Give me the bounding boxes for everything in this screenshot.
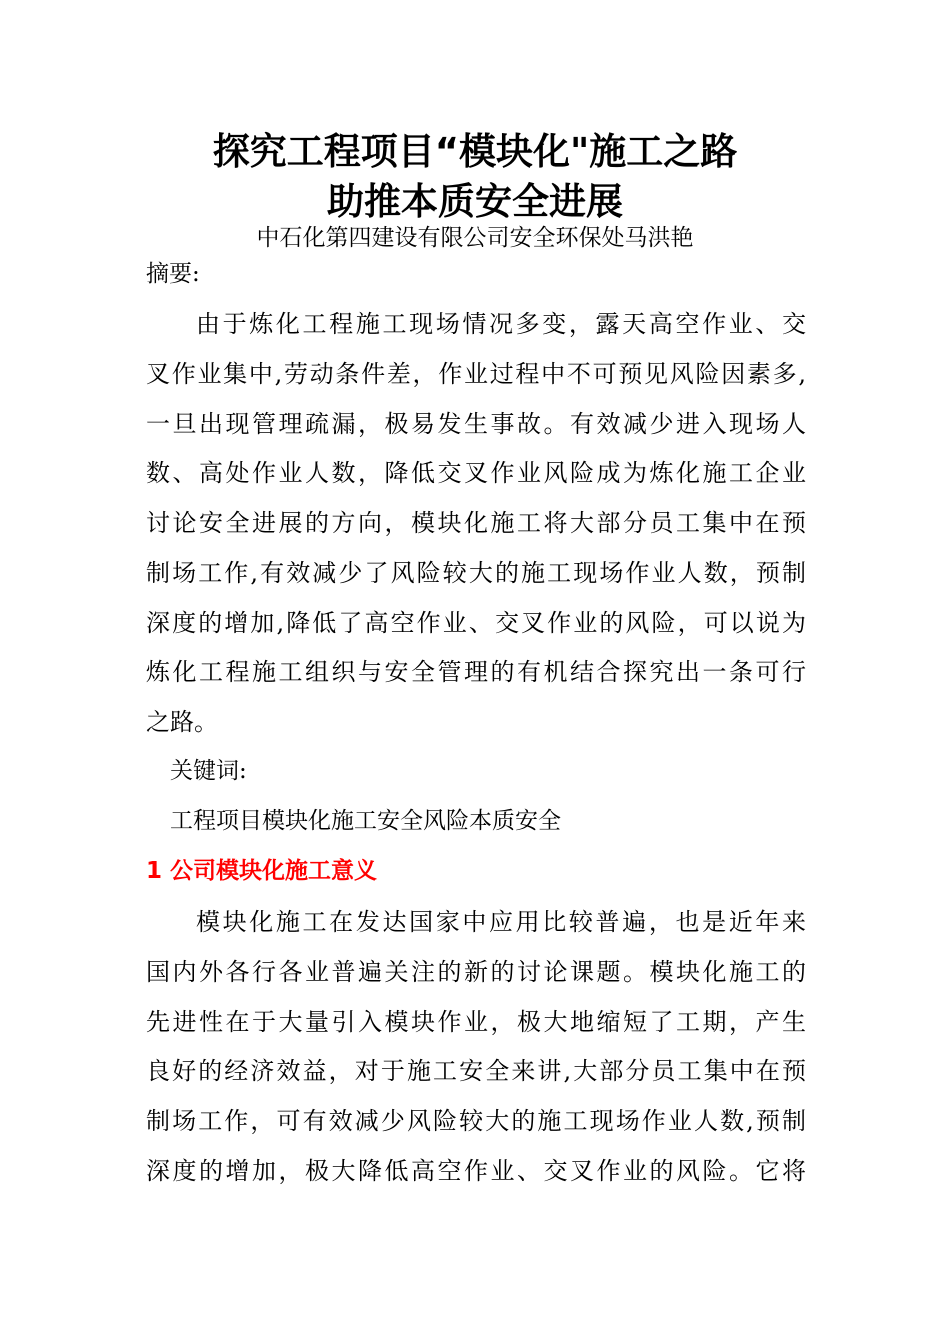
abstract-line: 制场工作,有效减少了风险较大的施工现场作业人数，预制 — [146, 559, 806, 587]
section-1-line: 先进性在于大量引入模块作业，极大地缩短了工期，产生 — [146, 1008, 806, 1036]
abstract-line: 讨论安全进展的方向，模块化施工将大部分员工集中在预 — [146, 509, 806, 537]
keywords-label: 关键词: — [170, 758, 247, 784]
section-1-line: 深度的增加，极大降低高空作业、交叉作业的风险。它将 — [146, 1157, 806, 1185]
section-1-line: 良好的经济效益，对于施工安全来讲,大部分员工集中在预 — [146, 1057, 806, 1085]
document-title-line-1: 探究工程项目“模块化"施工之路 — [212, 130, 738, 173]
section-1-line: 国内外各行各业普遍关注的新的讨论课题。模块化施工的 — [146, 958, 806, 986]
section-1-line: 模块化施工在发达国家中应用比较普遍，也是近年来 — [196, 908, 806, 936]
abstract-line: 之路。 — [146, 708, 218, 736]
abstract-line: 一旦出现管理疏漏，极易发生事故。有效减少进入现场人 — [146, 410, 806, 438]
abstract-line: 叉作业集中,劳动条件差，作业过程中不可预见风险因素多, — [146, 360, 806, 388]
abstract-line: 数、高处作业人数，降低交叉作业风险成为炼化施工企业 — [146, 459, 806, 487]
abstract-label: 摘要: — [146, 261, 200, 287]
section-1-heading: 1 公司模块化施工意义 — [146, 858, 378, 884]
document-title-line-2: 助推本质安全进展 — [327, 180, 623, 223]
abstract-line: 深度的增加,降低了高空作业、交叉作业的风险，可以说为 — [146, 609, 806, 637]
keywords-text: 工程项目模块化施工安全风险本质安全 — [170, 808, 561, 834]
section-1-line: 制场工作，可有效减少风险较大的施工现场作业人数,预制 — [146, 1107, 806, 1135]
abstract-line: 由于炼化工程施工现场情况多变，露天高空作业、交 — [196, 310, 806, 338]
author-line: 中石化第四建设有限公司安全环保处马洪艳 — [256, 225, 694, 251]
abstract-line: 炼化工程施工组织与安全管理的有机结合探究出一条可行 — [146, 658, 806, 686]
